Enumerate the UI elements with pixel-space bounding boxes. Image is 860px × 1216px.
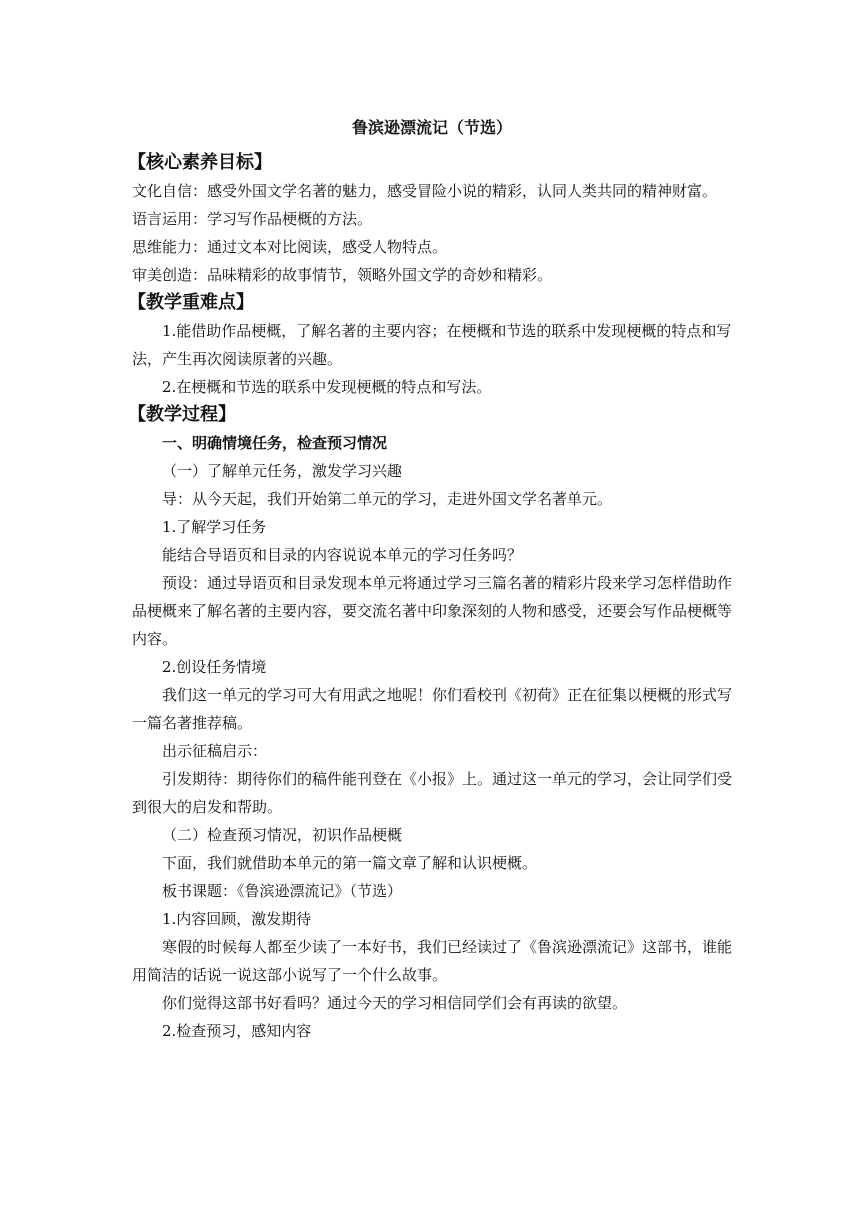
process-paragraph: 寒假的时候每人都至少读了一本好书，我们已经读过了《鲁滨逊漂流记》这部书，谁能用简洁的话说一说这部小说写了一个什么故事。	[132, 938, 733, 984]
process-paragraph: 板书课题：《鲁滨逊漂流记》（节选）	[162, 882, 403, 900]
section-heading-process: 【教学过程】	[128, 404, 236, 425]
process-paragraph: 2.检查预习，感知内容	[162, 1022, 312, 1040]
section-heading-key-points: 【教学重难点】	[128, 292, 254, 313]
process-paragraph: 2.创设任务情境	[162, 658, 267, 676]
process-paragraph: 下面，我们就借助本单元的第一篇文章了解和认识梗概。	[162, 854, 538, 872]
process-paragraph: 1.内容回顾，激发期待	[162, 910, 312, 928]
process-paragraph: 出示征稿启示：	[162, 742, 268, 760]
key-point-paragraph: 1.能借助作品梗概，了解名著的主要内容；在梗概和节选的联系中发现梗概的特点和写法，产生再次阅读原著的兴趣。	[132, 322, 732, 368]
process-paragraph: 预设：通过导语页和目录发现本单元将通过学习三篇名著的精彩片段来学习怎样借助作品梗概来了解名著的主要内容，要交流名著中印象深刻的人物和感受，还要会写作品梗概等内容。	[132, 574, 733, 648]
process-paragraph: （一）了解单元任务，激发学习兴趣	[162, 462, 403, 480]
process-paragraph: 引发期待：期待你们的稿件能刊登在《小报》上。通过这一单元的学习，会让同学们受到很大的启发和帮助。	[132, 770, 733, 816]
process-paragraph: 我们这一单元的学习可大有用武之地呢！你们看校刊《初荷》正在征集以梗概的形式写一篇名著推荐稿。	[132, 686, 733, 732]
process-paragraph: 1.了解学习任务	[162, 518, 267, 536]
key-point-paragraph: 2.在梗概和节选的联系中发现梗概的特点和写法。	[162, 378, 492, 396]
process-paragraph: 你们觉得这部书好看吗？通过今天的学习相信同学们会有再读的欲望。	[162, 994, 628, 1012]
document-body	[128, 115, 733, 1045]
process-paragraph: 导：从今天起，我们开始第二单元的学习，走进外国文学名著单元。	[162, 490, 613, 508]
goal-paragraph: 思维能力：通过文本对比阅读，感受人物特点。	[132, 238, 448, 256]
process-subheading: 一、明确情境任务，检查预习情况	[162, 434, 388, 452]
goal-paragraph: 语言运用：学习写作品梗概的方法。	[132, 210, 373, 228]
goal-paragraph: 文化自信：感受外国文学名著的魅力，感受冒险小说的精彩，认同人类共同的精神财富。	[132, 182, 718, 200]
process-paragraph: 能结合导语页和目录的内容说说本单元的学习任务吗？	[162, 546, 523, 564]
document-title: 鲁滨逊漂流记（节选）	[351, 118, 512, 137]
section-heading-goals: 【核心素养目标】	[128, 152, 272, 173]
goal-paragraph: 审美创造：品味精彩的故事情节，领略外国文学的奇妙和精彩。	[132, 266, 553, 284]
process-paragraph: （二）检查预习情况，初识作品梗概	[162, 826, 403, 844]
